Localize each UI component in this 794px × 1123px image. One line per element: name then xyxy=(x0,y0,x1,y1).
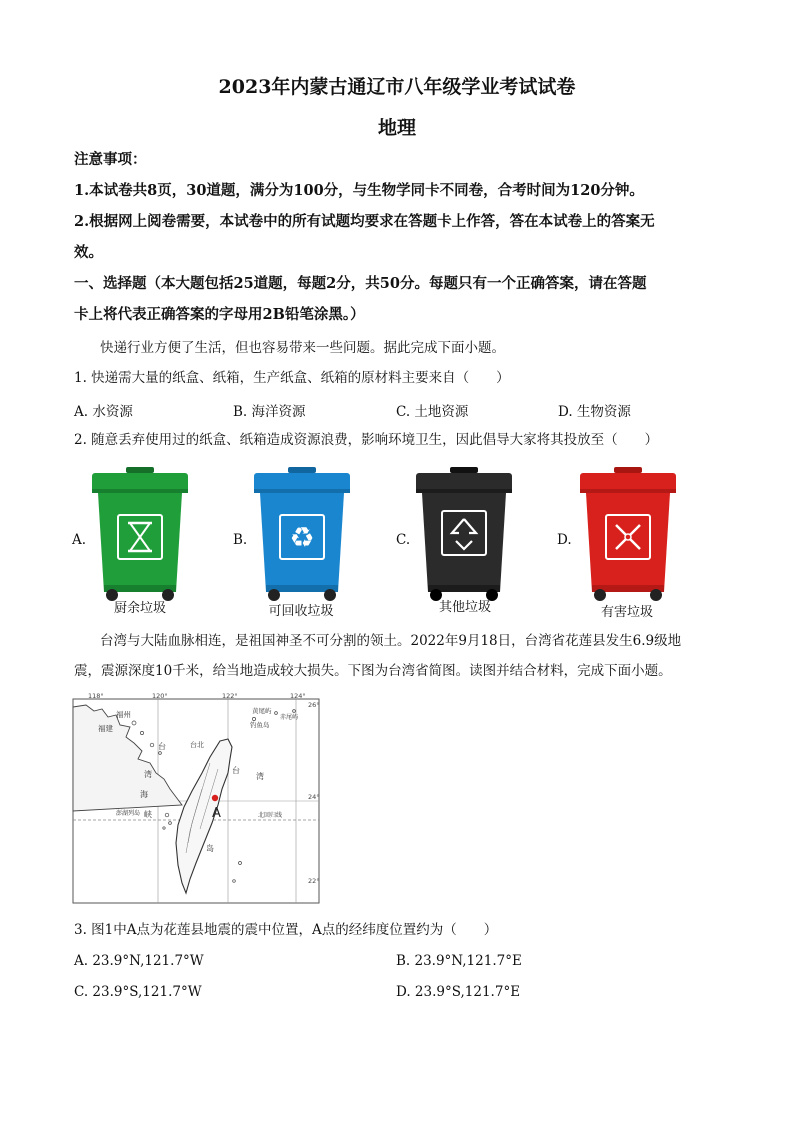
taiwan-map xyxy=(72,693,322,905)
section-heading-line2: 卡上将代表正确答案的字母用2B铅笔涂黑。） xyxy=(74,306,365,323)
lon-label-120: 120° xyxy=(152,693,168,700)
point-a-label: A xyxy=(212,806,221,821)
notice-item-1: 1.本试卷共8页，30道题，满分为100分，与生物学同卡不同卷，合考时间为120分钟。 xyxy=(74,182,644,199)
kitchen-waste-label: 厨余垃圾 xyxy=(113,601,166,616)
q2-letter-b[interactable]: B. xyxy=(233,532,248,548)
svg-text:♻: ♻ xyxy=(289,521,315,554)
passage-2-line1: 台湾与大陆血脉相连，是祖国神圣不可分割的领土。2022年9月18日，台湾省花莲县发生6.9级地 xyxy=(100,633,682,649)
island-label-3: 岛 xyxy=(206,844,214,853)
hazardous-waste-label: 有害垃圾 xyxy=(600,605,653,620)
place-chiwei: 赤尾屿 xyxy=(280,714,299,721)
strait-label-3: 海 xyxy=(140,790,148,799)
recyclable-label: 可回收垃圾 xyxy=(268,604,334,619)
place-huangwei: 黄尾屿 xyxy=(252,707,272,715)
q2-letter-a[interactable]: A. xyxy=(72,532,87,548)
place-penghu: 澎湖列岛 xyxy=(116,810,141,817)
exam-title: 2023年内蒙古通辽市八年级学业考试试卷 xyxy=(218,76,576,98)
place-taibei: 台北 xyxy=(190,741,204,749)
island-label-1: 台 xyxy=(232,766,240,775)
passage-1: 快递行业方便了生活，但也容易带来一些问题。据此完成下面小题。 xyxy=(100,340,505,356)
place-fuzhou: 福州 xyxy=(116,710,131,719)
lon-label-122: 122° xyxy=(222,693,238,700)
q3-option-a[interactable]: A. 23.9°N,121.7°W xyxy=(74,953,204,969)
strait-label-1: 台 xyxy=(158,742,166,751)
hazardous-waste-bin xyxy=(578,467,678,617)
passage-2-line2: 震，震源深度10千米，给当地造成较大损失。下图为台湾省简图。读图并结合材料，完成下面小题。 xyxy=(74,663,672,679)
notice-heading: 注意事项： xyxy=(74,151,147,168)
question-1-stem: 1. 快递需大量的纸盒、纸箱，生产纸盒、纸箱的原材料主要来自（ ） xyxy=(74,370,510,386)
island-label-2: 湾 xyxy=(256,772,264,781)
other-waste-label: 其他垃圾 xyxy=(438,600,491,615)
question-3-stem: 3. 图1中A点为花莲县地震的震中位置，A点的经纬度位置约为（ ） xyxy=(74,922,498,938)
q1-option-d[interactable]: D. 生物资源 xyxy=(558,404,631,420)
notice-item-2-line1: 2.根据网上阅卷需要，本试卷中的所有试题均要求在答题卡上作答，答在本试卷上的答案无 xyxy=(74,213,655,230)
notice-item-2-line2: 效。 xyxy=(74,244,103,261)
lon-label-124: 124° xyxy=(290,693,306,700)
tropic-label: 北回归线 xyxy=(258,812,283,819)
q1-option-a[interactable]: A. 水资源 xyxy=(74,404,133,420)
recyclable-bin xyxy=(252,467,352,617)
lat-label-26: 26° xyxy=(308,701,320,709)
section-heading-line1: 一、选择题（本大题包括25道题，每题2分，共50分。每题只有一个正确答案，请在答题 xyxy=(74,275,647,292)
epicenter-point-a xyxy=(212,795,218,801)
q3-option-c[interactable]: C. 23.9°S,121.7°W xyxy=(74,984,202,1000)
place-fujian: 福建 xyxy=(98,724,113,733)
q1-option-b[interactable]: B. 海洋资源 xyxy=(233,404,306,420)
lat-label-24: 24° xyxy=(308,793,320,801)
q2-letter-d[interactable]: D. xyxy=(557,532,572,548)
q1-option-c[interactable]: C. 土地资源 xyxy=(396,404,469,420)
place-diaoyu: 钓鱼岛 xyxy=(250,721,270,729)
q2-letter-c[interactable]: C. xyxy=(396,532,411,548)
strait-label-2: 湾 xyxy=(144,770,152,779)
subject-title: 地理 xyxy=(377,117,416,139)
question-2-stem: 2. 随意丢弃使用过的纸盒、纸箱造成资源浪费，影响环境卫生，因此倡导大家将其投放至（ ） xyxy=(74,432,659,448)
other-waste-bin xyxy=(414,467,514,617)
lat-label-22: 22° xyxy=(308,877,320,885)
kitchen-waste-bin xyxy=(90,467,190,617)
strait-label-4: 峡 xyxy=(144,810,152,819)
lon-label-118: 118° xyxy=(88,693,104,700)
q3-option-d[interactable]: D. 23.9°S,121.7°E xyxy=(396,984,521,1000)
q3-option-b[interactable]: B. 23.9°N,121.7°E xyxy=(396,953,522,969)
